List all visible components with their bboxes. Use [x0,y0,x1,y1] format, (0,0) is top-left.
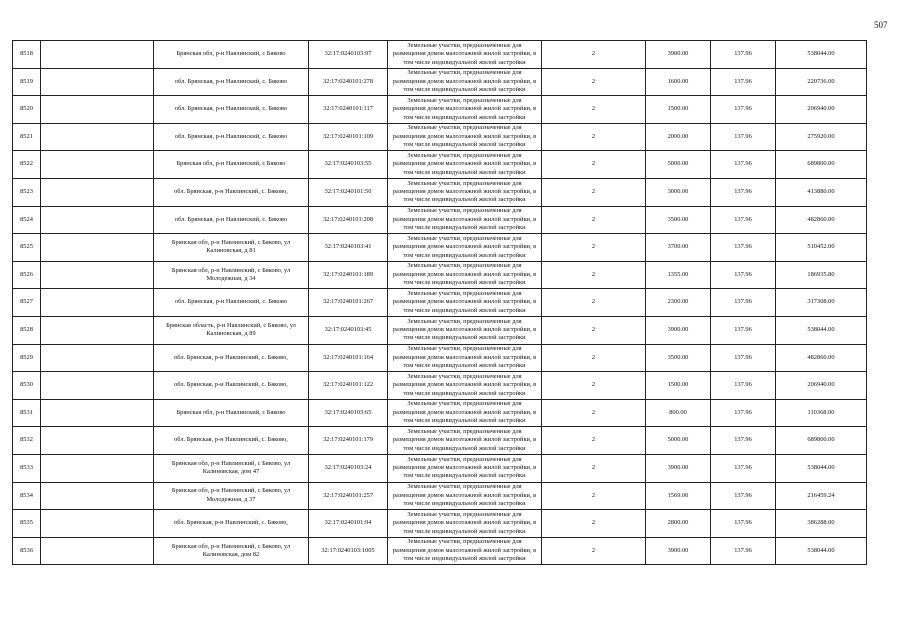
table-row [13,537,867,565]
cadastral-number-cell: 32:17:0240101:50 [309,178,388,206]
group-cell: 2 [542,372,646,400]
row-number-cell: 8528 [13,316,41,344]
area-cell: 1500.00 [646,372,711,400]
group-cell: 2 [542,206,646,234]
land-use-cell: Земельные участки, предназначенные для размещения домов малоэтажной жилой застройки, в том числе индивидуальной жилой застройки [388,68,542,96]
specific-value-cell: 137.96 [711,454,776,482]
cadastral-number-cell: 32:17:0240101:117 [309,96,388,124]
specific-value-cell: 137.96 [711,234,776,262]
spacer-cell [41,151,154,179]
table-row [13,482,867,510]
cadastral-number-cell: 32:17:0240101:257 [309,482,388,510]
specific-value-cell: 137.96 [711,316,776,344]
row-number-cell: 8522 [13,151,41,179]
table-body [13,41,867,565]
specific-value-cell: 137.96 [711,289,776,317]
area-cell: 1500.00 [646,96,711,124]
spacer-cell [41,234,154,262]
land-use-cell: Земельные участки, предназначенные для размещения домов малоэтажной жилой застройки, в том числе индивидуальной жилой застройки [388,537,542,565]
area-cell: 1569.00 [646,482,711,510]
spacer-cell [41,178,154,206]
cadastral-number-cell: 32:17:0240101:122 [309,372,388,400]
cadastral-number-cell: 32:17:0240103:55 [309,151,388,179]
row-number-cell: 8533 [13,454,41,482]
address-cell: Брянская обл, р-н Навлинский, с Бяково [154,399,309,427]
cadastral-value-cell: 538044.00 [776,316,867,344]
page-number: 507 [874,20,888,30]
land-use-cell: Земельные участки, предназначенные для размещения домов малоэтажной жилой застройки, в том числе индивидуальной жилой застройки [388,261,542,289]
cadastral-value-cell: 206940.00 [776,96,867,124]
cadastral-number-cell: 32:17:0240101:94 [309,510,388,538]
group-cell: 2 [542,96,646,124]
area-cell: 3500.00 [646,206,711,234]
row-number-cell: 8527 [13,289,41,317]
row-number-cell: 8530 [13,372,41,400]
address-cell: обл. Брянская, р-н Навлинский, с. Бяково [154,206,309,234]
area-cell: 3700.00 [646,234,711,262]
address-cell: Брянская обл, р-н Навлинский, с Бяково, ул Молодежная, д 34 [154,261,309,289]
group-cell: 2 [542,151,646,179]
specific-value-cell: 137.96 [711,206,776,234]
table-row [13,316,867,344]
area-cell: 2800.00 [646,510,711,538]
spacer-cell [41,372,154,400]
cadastral-value-table [12,40,867,565]
cadastral-value-cell: 317308.00 [776,289,867,317]
spacer-cell [41,68,154,96]
group-cell: 2 [542,537,646,565]
cadastral-value-cell: 206940.00 [776,372,867,400]
address-cell: Брянская обл, р-н Навлинский, с Бяково [154,41,309,69]
table-row [13,234,867,262]
area-cell: 3900.00 [646,454,711,482]
land-use-cell: Земельные участки, предназначенные для размещения домов малоэтажной жилой застройки, в том числе индивидуальной жилой застройки [388,344,542,372]
spacer-cell [41,427,154,455]
row-number-cell: 8532 [13,427,41,455]
cadastral-number-cell: 32:17:0240101:109 [309,123,388,151]
cadastral-number-cell: 32:17:0240101:278 [309,68,388,96]
specific-value-cell: 137.96 [711,399,776,427]
cadastral-value-cell: 482860.00 [776,344,867,372]
specific-value-cell: 137.96 [711,96,776,124]
area-cell: 800.00 [646,399,711,427]
table-row [13,510,867,538]
table-row [13,399,867,427]
address-cell: обл. Брянская, р-н Навлинский, с. Бяково, [154,344,309,372]
cadastral-number-cell: 32:17:0240101:179 [309,427,388,455]
table-row [13,178,867,206]
area-cell: 2000.00 [646,123,711,151]
table-row [13,68,867,96]
address-cell: обл. Брянская, р-н Навлинский, с. Бяково [154,123,309,151]
specific-value-cell: 137.96 [711,68,776,96]
group-cell: 2 [542,427,646,455]
spacer-cell [41,289,154,317]
area-cell: 5000.00 [646,427,711,455]
cadastral-number-cell: 32:17:0240103:45 [309,316,388,344]
land-use-cell: Земельные участки, предназначенные для размещения домов малоэтажной жилой застройки, в том числе индивидуальной жилой застройки [388,206,542,234]
cadastral-value-cell: 538044.00 [776,537,867,565]
row-number-cell: 8536 [13,537,41,565]
group-cell: 2 [542,289,646,317]
land-use-cell: Земельные участки, предназначенные для размещения домов малоэтажной жилой застройки, в том числе индивидуальной жилой застройки [388,123,542,151]
land-use-cell: Земельные участки, предназначенные для размещения домов малоэтажной жилой застройки, в том числе индивидуальной жилой застройки [388,234,542,262]
cadastral-value-cell: 538044.00 [776,454,867,482]
spacer-cell [41,399,154,427]
table-row [13,151,867,179]
row-number-cell: 8526 [13,261,41,289]
spacer-cell [41,344,154,372]
cadastral-number-cell: 32:17:0240103:24 [309,454,388,482]
address-cell: обл. Брянская, р-н Навлинский, с. Бяково [154,96,309,124]
cadastral-value-cell: 386288.00 [776,510,867,538]
cadastral-value-cell: 689800.00 [776,151,867,179]
row-number-cell: 8520 [13,96,41,124]
row-number-cell: 8529 [13,344,41,372]
address-cell: Брянская область, р-н Навлинский, с Бяково, ул Калиновская, д 89 [154,316,309,344]
spacer-cell [41,96,154,124]
cadastral-value-cell: 186935.80 [776,261,867,289]
cadastral-value-cell: 510452.00 [776,234,867,262]
cadastral-number-cell: 32:17:0240103:97 [309,41,388,69]
land-use-cell: Земельные участки, предназначенные для размещения домов малоэтажной жилой застройки, в том числе индивидуальной жилой застройки [388,427,542,455]
row-number-cell: 8523 [13,178,41,206]
group-cell: 2 [542,234,646,262]
spacer-cell [41,316,154,344]
address-cell: обл. Брянская, р-н Навлинский, с. Бяково, [154,372,309,400]
land-use-cell: Земельные участки, предназначенные для размещения домов малоэтажной жилой застройки, в том числе индивидуальной жилой застройки [388,454,542,482]
area-cell: 3500.00 [646,344,711,372]
land-use-cell: Земельные участки, предназначенные для размещения домов малоэтажной жилой застройки, в том числе индивидуальной жилой застройки [388,178,542,206]
address-cell: обл. Брянская, р-н Навлинский, с. Бяково [154,289,309,317]
spacer-cell [41,206,154,234]
area-cell: 3900.00 [646,537,711,565]
cadastral-value-cell: 216459.24 [776,482,867,510]
cadastral-number-cell: 32:17:0240103:65 [309,399,388,427]
address-cell: Брянская обл, р-н Навлинский, с Бяково, ул Молодежная, д 37 [154,482,309,510]
specific-value-cell: 137.96 [711,151,776,179]
group-cell: 2 [542,344,646,372]
spacer-cell [41,261,154,289]
area-cell: 1355.00 [646,261,711,289]
group-cell: 2 [542,399,646,427]
cadastral-number-cell: 32:17:0240101:164 [309,344,388,372]
table-row [13,41,867,69]
land-use-cell: Земельные участки, предназначенные для размещения домов малоэтажной жилой застройки, в том числе индивидуальной жилой застройки [388,41,542,69]
specific-value-cell: 137.96 [711,372,776,400]
specific-value-cell: 137.96 [711,344,776,372]
land-use-cell: Земельные участки, предназначенные для размещения домов малоэтажной жилой застройки, в том числе индивидуальной жилой застройки [388,372,542,400]
land-use-cell: Земельные участки, предназначенные для размещения домов малоэтажной жилой застройки, в том числе индивидуальной жилой застройки [388,316,542,344]
cadastral-value-cell: 110368.00 [776,399,867,427]
group-cell: 2 [542,316,646,344]
table-row [13,344,867,372]
specific-value-cell: 137.96 [711,41,776,69]
group-cell: 2 [542,178,646,206]
table-row [13,123,867,151]
address-cell: Брянская обл, р-н Навлинский, с Бяково, ул Калиновская, д 81 [154,234,309,262]
specific-value-cell: 137.96 [711,510,776,538]
spacer-cell [41,537,154,565]
land-use-cell: Земельные участки, предназначенные для размещения домов малоэтажной жилой застройки, в том числе индивидуальной жилой застройки [388,399,542,427]
table-row [13,261,867,289]
spacer-cell [41,510,154,538]
table-row [13,206,867,234]
row-number-cell: 8525 [13,234,41,262]
area-cell: 3000.00 [646,178,711,206]
area-cell: 1600.00 [646,68,711,96]
specific-value-cell: 137.96 [711,482,776,510]
area-cell: 2300.00 [646,289,711,317]
address-cell: обл. Брянская, р-н Навлинский, с. Бяково [154,68,309,96]
address-cell: Брянская обл, р-н Навлинский, с Бяково, ул Калиновская, дом 82 [154,537,309,565]
cadastral-value-cell: 689800.00 [776,427,867,455]
area-cell: 3900.00 [646,316,711,344]
cadastral-value-cell: 220736.00 [776,68,867,96]
specific-value-cell: 137.96 [711,123,776,151]
table-row [13,96,867,124]
cadastral-value-cell: 275920.00 [776,123,867,151]
group-cell: 2 [542,482,646,510]
group-cell: 2 [542,454,646,482]
address-cell: обл. Брянская, р-н Навлинский, с. Бяково, [154,178,309,206]
spacer-cell [41,454,154,482]
row-number-cell: 8518 [13,41,41,69]
row-number-cell: 8524 [13,206,41,234]
table-row [13,372,867,400]
group-cell: 2 [542,41,646,69]
group-cell: 2 [542,510,646,538]
cadastral-number-cell: 32:17:0240101:189 [309,261,388,289]
address-cell: Брянская обл, р-н Навлинский, с Бяково [154,151,309,179]
table-row [13,454,867,482]
address-cell: обл. Брянская, р-н Навлинский, с. Бяково, [154,427,309,455]
row-number-cell: 8531 [13,399,41,427]
table-row [13,289,867,317]
cadastral-number-cell: 32:17:0240103:1005 [309,537,388,565]
land-use-cell: Земельные участки, предназначенные для размещения домов малоэтажной жилой застройки, в том числе индивидуальной жилой застройки [388,510,542,538]
row-number-cell: 8535 [13,510,41,538]
address-cell: обл. Брянская, р-н Навлинский, с. Бяково, [154,510,309,538]
land-use-cell: Земельные участки, предназначенные для размещения домов малоэтажной жилой застройки, в том числе индивидуальной жилой застройки [388,151,542,179]
group-cell: 2 [542,123,646,151]
row-number-cell: 8534 [13,482,41,510]
specific-value-cell: 137.96 [711,537,776,565]
land-use-cell: Земельные участки, предназначенные для размещения домов малоэтажной жилой застройки, в том числе индивидуальной жилой застройки [388,289,542,317]
spacer-cell [41,123,154,151]
cadastral-number-cell: 32:17:0240103:41 [309,234,388,262]
specific-value-cell: 137.96 [711,261,776,289]
specific-value-cell: 137.96 [711,178,776,206]
specific-value-cell: 137.96 [711,427,776,455]
group-cell: 2 [542,68,646,96]
row-number-cell: 8519 [13,68,41,96]
cadastral-number-cell: 32:17:0240101:208 [309,206,388,234]
table-row [13,427,867,455]
cadastral-number-cell: 32:17:0240101:267 [309,289,388,317]
spacer-cell [41,482,154,510]
cadastral-value-cell: 538044.00 [776,41,867,69]
spacer-cell [41,41,154,69]
land-use-cell: Земельные участки, предназначенные для размещения домов малоэтажной жилой застройки, в том числе индивидуальной жилой застройки [388,482,542,510]
address-cell: Брянская обл, р-н Навлинский, с Бяково, ул Калиновская, дом 47 [154,454,309,482]
row-number-cell: 8521 [13,123,41,151]
area-cell: 5000.00 [646,151,711,179]
land-use-cell: Земельные участки, предназначенные для размещения домов малоэтажной жилой застройки, в том числе индивидуальной жилой застройки [388,96,542,124]
area-cell: 3900.00 [646,41,711,69]
cadastral-value-cell: 413880.00 [776,178,867,206]
cadastral-value-cell: 482860.00 [776,206,867,234]
group-cell: 2 [542,261,646,289]
